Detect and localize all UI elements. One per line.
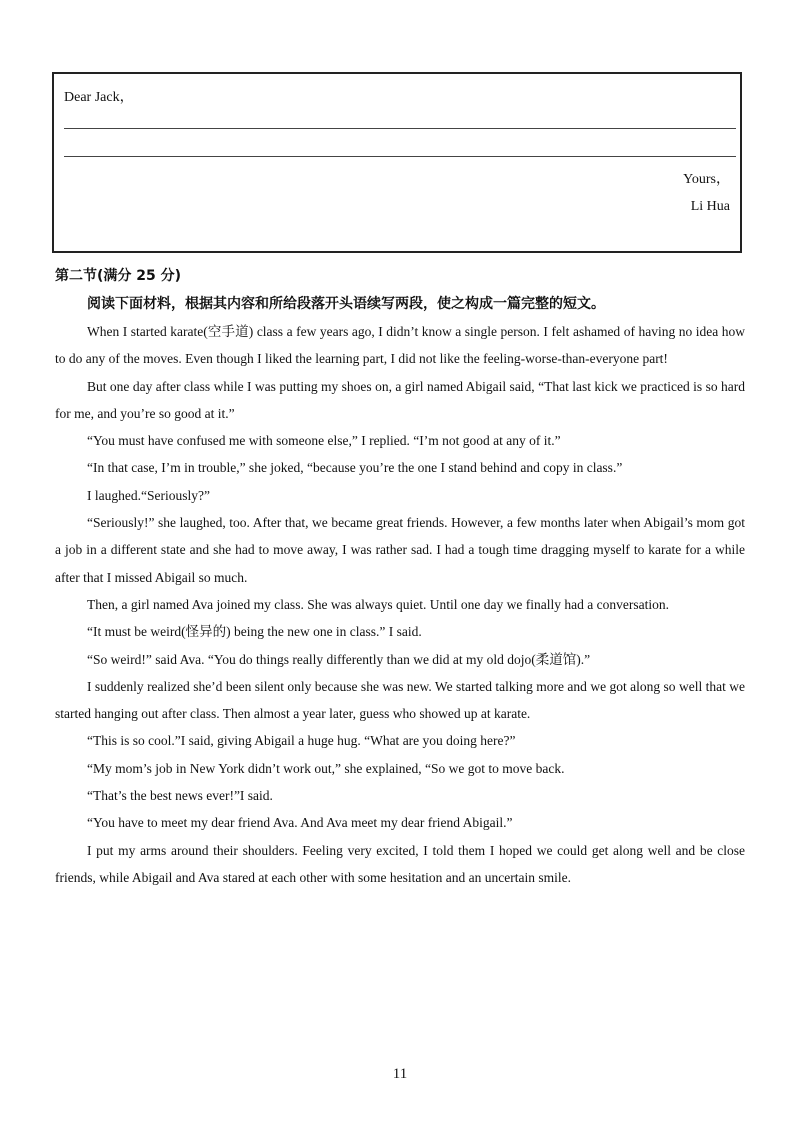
passage-paragraph: But one day after class while I was putting my shoes on, a girl named Abigail said, “That last kick we practiced is so hard for me, and you’re so good at it.” bbox=[55, 378, 745, 421]
passage-paragraph: Then, a girl named Ava joined my class. She was always quiet. Until one day we finally had a conversation. bbox=[87, 596, 669, 612]
letter-writing-box bbox=[52, 72, 742, 253]
page-number: 11 bbox=[392, 1066, 408, 1082]
passage-paragraph: “In that case, I’m in trouble,” she joked, “because you’re the one I stand behind and copy in class.” bbox=[87, 460, 623, 476]
writing-line bbox=[64, 128, 736, 129]
section-title: 第二节(满分 25 分) bbox=[55, 268, 182, 284]
letter-closing-block bbox=[683, 166, 730, 220]
passage-paragraph: “It must be weird(怪异的) being the new one in class.” I said. bbox=[87, 624, 422, 640]
passage-paragraph: “You have to meet my dear friend Ava. And Ava meet my dear friend Abigail.” bbox=[87, 815, 513, 831]
passage-paragraph: I suddenly realized she’d been silent only because she was new. We started talking more and we got along so well that we started hanging out after class. Then almost a year later, guess who showed up at karate. bbox=[55, 678, 745, 722]
passage-paragraph: I put my arms around their shoulders. Feeling very excited, I told them I hoped we could get along well and be close friends, while Abigail and Ava stared at each other with some hesitation and an uncertain smile. bbox=[55, 842, 745, 885]
section-instruction: 阅读下面材料，根据其内容和所给段落开头语续写两段，使之构成一篇完整的短文。 bbox=[87, 296, 605, 312]
passage-paragraph: “Seriously!” she laughed, too. After that, we became great friends. However, a few months later when Abigail’s mom got a job in a different state and she had to move away, I was rather sad. I had a tough time dragging myself to karate for a while after that I missed Abigail so much. bbox=[55, 515, 745, 585]
passage-paragraph: “My mom’s job in New York didn’t work out,” she explained, “So we got to move back. bbox=[87, 760, 565, 776]
reading-passage bbox=[55, 318, 745, 891]
passage-paragraph: “That’s the best news ever!”I said. bbox=[87, 788, 273, 804]
letter-signature: Li Hua bbox=[690, 199, 730, 214]
passage-paragraph: I laughed.“Seriously?” bbox=[87, 487, 210, 503]
passage-paragraph: “You must have confused me with someone else,” I replied. “I’m not good at any of it.” bbox=[87, 433, 561, 449]
letter-greeting: Dear Jack， bbox=[64, 90, 134, 105]
passage-paragraph: “So weird!” said Ava. “You do things really differently than we did at my old dojo(柔道馆).” bbox=[87, 651, 591, 667]
passage-paragraph: “This is so cool.”I said, giving Abigail a huge hug. “What are you doing here?” bbox=[87, 733, 516, 749]
writing-line bbox=[64, 156, 736, 157]
letter-closing: Yours， bbox=[683, 172, 730, 187]
passage-paragraph: When I started karate(空手道) class a few years ago, I didn’t know a single person. I felt ashamed of having no idea how to do any of the moves. Even though I liked the learning part, I did not like the feeling-worse-than-everyone part! bbox=[55, 324, 745, 367]
